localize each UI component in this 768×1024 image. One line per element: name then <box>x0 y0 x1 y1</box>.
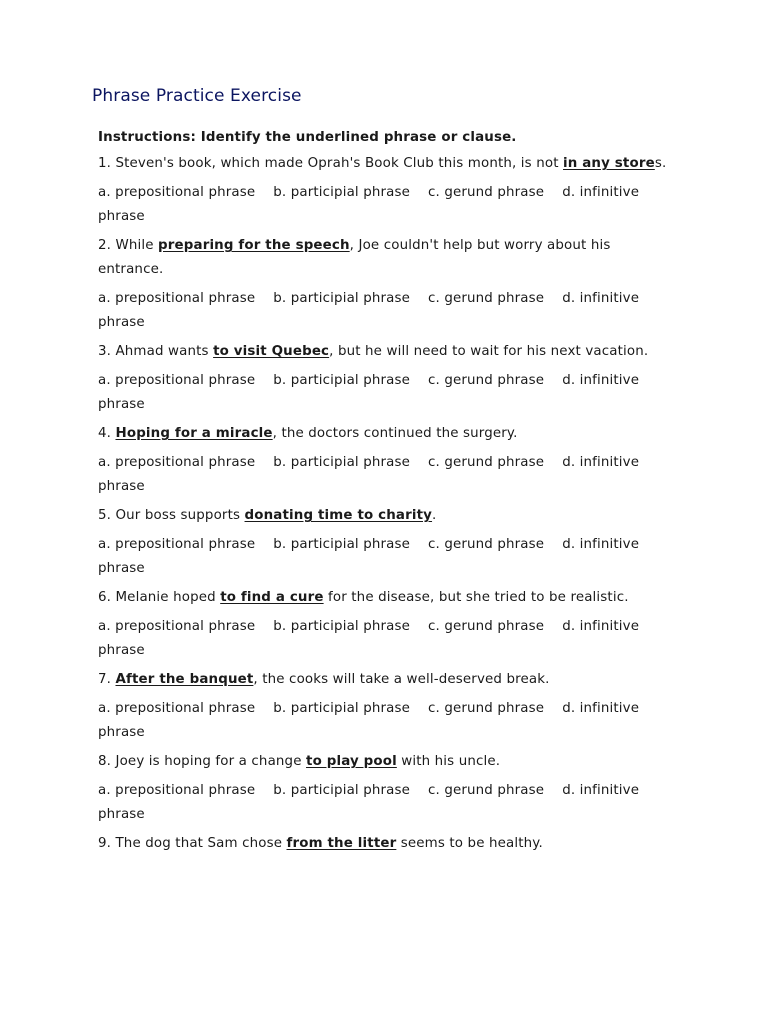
question-text: 8. Joey is hoping for a change <box>98 754 307 769</box>
question-1 <box>98 152 668 176</box>
question-8 <box>98 750 668 774</box>
question-text: 3. Ahmad wants <box>98 344 214 359</box>
question-text-end: seems to be healthy. <box>396 836 543 851</box>
choice-d: d. infinitive phrase <box>98 373 640 412</box>
choice-d: d. infinitive phrase <box>98 783 640 822</box>
choice-b: b. participial phrase <box>273 537 411 552</box>
question-text: 1. Steven's book, which made Oprah's Book Club this month, is not <box>98 156 563 171</box>
choice-a: a. prepositional phrase <box>98 619 256 634</box>
choice-b: b. participial phrase <box>273 373 411 388</box>
question-text: 4. <box>98 426 116 441</box>
choice-c: c. gerund phrase <box>428 783 545 798</box>
choice-b: b. participial phrase <box>273 185 411 200</box>
underlined-phrase: to visit Quebec <box>213 344 330 359</box>
choice-d: d. infinitive phrase <box>98 619 640 658</box>
question-text: 5. Our boss supports <box>98 508 245 523</box>
question-9 <box>98 832 668 856</box>
question-4 <box>98 422 668 446</box>
underlined-phrase: in any store <box>563 156 655 171</box>
choice-a: a. prepositional phrase <box>98 373 256 388</box>
question-text-end: s. <box>654 156 667 171</box>
question-text-end: , the doctors continued the surgery. <box>272 426 518 441</box>
choice-a: a. prepositional phrase <box>98 291 256 306</box>
answer-choices-1 <box>98 181 668 229</box>
underlined-phrase: donating time to charity <box>244 508 433 523</box>
question-text-end: , the cooks will take a well-deserved break. <box>253 672 550 687</box>
underlined-phrase: preparing for the speech <box>158 238 350 253</box>
underlined-phrase: Hoping for a miracle <box>115 426 273 441</box>
answer-choices-6 <box>98 615 668 663</box>
choice-a: a. prepositional phrase <box>98 537 256 552</box>
question-text: 7. <box>98 672 116 687</box>
choice-c: c. gerund phrase <box>428 701 545 716</box>
choice-d: d. infinitive phrase <box>98 537 640 576</box>
question-text: 9. The dog that Sam chose <box>98 836 287 851</box>
question-6 <box>98 586 668 610</box>
choice-d: d. infinitive phrase <box>98 455 640 494</box>
question-5 <box>98 504 668 528</box>
page-title: Phrase Practice Exercise <box>92 86 302 106</box>
underlined-phrase: to find a cure <box>220 590 324 605</box>
choice-a: a. prepositional phrase <box>98 185 256 200</box>
answer-choices-2 <box>98 287 668 335</box>
question-text: 2. While <box>98 238 159 253</box>
question-text-end: , but he will need to wait for his next vacation. <box>329 344 649 359</box>
question-3 <box>98 340 668 364</box>
answer-choices-4 <box>98 451 668 499</box>
question-7 <box>98 668 668 692</box>
question-text: 6. Melanie hoped <box>98 590 221 605</box>
choice-b: b. participial phrase <box>273 291 411 306</box>
choice-b: b. participial phrase <box>273 701 411 716</box>
question-text-end: . <box>432 508 437 523</box>
choice-b: b. participial phrase <box>273 455 411 470</box>
choice-c: c. gerund phrase <box>428 619 545 634</box>
choice-b: b. participial phrase <box>273 783 411 798</box>
choice-d: d. infinitive phrase <box>98 291 640 330</box>
answer-choices-8 <box>98 779 668 827</box>
answer-choices-3 <box>98 369 668 417</box>
question-text-end: with his uncle. <box>396 754 501 769</box>
answer-choices-7 <box>98 697 668 745</box>
question-2 <box>98 234 668 282</box>
choice-a: a. prepositional phrase <box>98 455 256 470</box>
question-text-end: , Joe couldn't help but worry about his entrance. <box>98 238 611 277</box>
answer-choices-5 <box>98 533 668 581</box>
underlined-phrase: to play pool <box>306 754 397 769</box>
choice-a: a. prepositional phrase <box>98 783 256 798</box>
choice-d: d. infinitive phrase <box>98 185 640 224</box>
underlined-phrase: from the litter <box>286 836 397 851</box>
choice-b: b. participial phrase <box>273 619 411 634</box>
choice-c: c. gerund phrase <box>428 291 545 306</box>
choice-a: a. prepositional phrase <box>98 701 256 716</box>
exercise-content <box>98 126 668 861</box>
choice-c: c. gerund phrase <box>428 373 545 388</box>
choice-c: c. gerund phrase <box>428 537 545 552</box>
instructions: Instructions: Identify the underlined phrase or clause. <box>98 130 517 145</box>
underlined-phrase: After the banquet <box>115 672 254 687</box>
question-text-end: for the disease, but she tried to be realistic. <box>323 590 629 605</box>
choice-d: d. infinitive phrase <box>98 701 640 740</box>
choice-c: c. gerund phrase <box>428 455 545 470</box>
choice-c: c. gerund phrase <box>428 185 545 200</box>
